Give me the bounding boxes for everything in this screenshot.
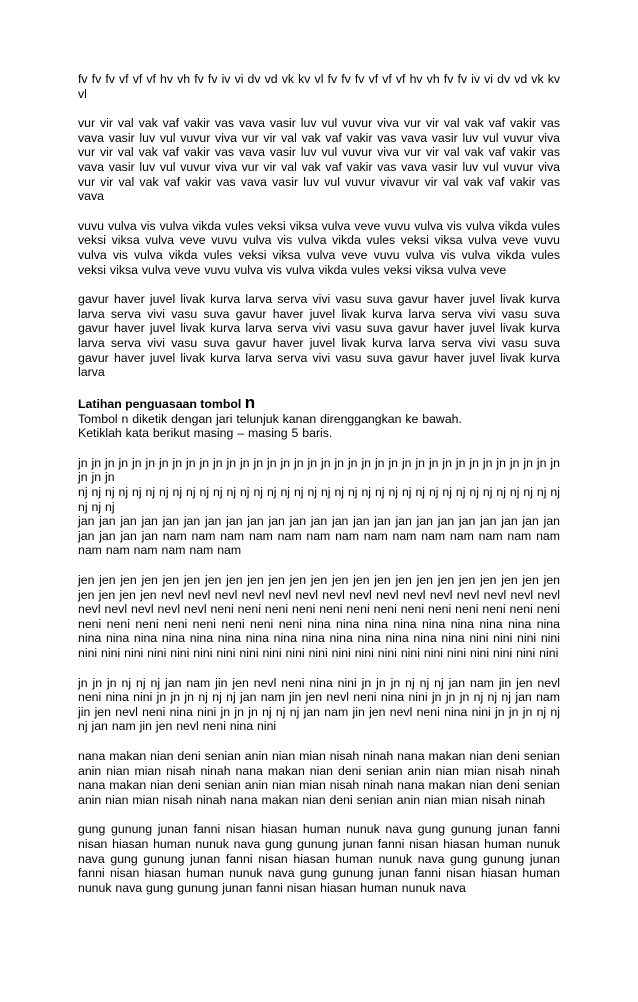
heading-key: n <box>244 392 256 412</box>
paragraph-nana: nana makan nian deni senian anin nian mian nisah ninah nana makan nian deni senian anin nian mian nisah ninah nana makan nian deni senian anin nian mian nisah ninah nana makan nian deni senian anin nian mian nisah ninah nana makan nian deni senian anin nian mian nisah ninah nana makan nian deni senian anin nian mian nisah ninah <box>78 748 560 807</box>
heading-text: Latihan penguasaan tombol <box>78 396 245 411</box>
paragraph-gavur: gavur haver juvel livak kurva larva serva vivi vasu suva gavur haver juvel livak kurva larva serva vivi vasu suva gavur haver juvel livak kurva larva serva vivi vasu suva gavur haver juvel livak kurva larva serva vivi vasu suva gavur haver juvel livak kurva larva serva vivi vasu suva gavur haver juvel livak kurva larva serva vivi vasu suva gavur haver juvel livak kurva larva serva vivi vasu suva gavur haver juvel livak kurva larva <box>78 292 560 380</box>
paragraph-gung: gung gunung junan fanni nisan hiasan human nunuk nava gung gunung junan fanni nisan hiasan human nunuk nava gung gunung junan fanni nisan hiasan human nunuk nava gung gunung junan fanni nisan hiasan human nunuk nava gung gunung junan fanni nisan hiasan human nunuk nava gung gunung junan fanni nisan hiasan human nunuk nava gung gunung junan fanni nisan hiasan human nunuk nava <box>78 822 560 895</box>
paragraph-vur: vur vir val vak vaf vakir vas vava vasir luv vul vuvur viva vur vir val vak vaf vakir vas vava vasir luv vul vuvur viva vur vir val vak vaf vakir vas vava vasir luv vul vuvur viva vur vir val vak vaf vakir vas vava vasir luv vul vuvur viva vur vir val vak vaf vakir vas vava vasir luv vul vuvur viva vur vir val vak vaf vakir vas vava vasir luv vul vuvur viva vur vir val vak vaf vakir vas vava vasir luv vul vuvur vivavur vir val vak vaf vakir vas vava <box>78 116 560 204</box>
instruction-line-2: Ketiklah kata berikut masing – masing 5 baris. <box>78 426 333 441</box>
section-heading <box>78 392 560 412</box>
paragraph-vuvu: vuvu vulva vis vulva vikda vules veksi viksa vulva veve vuvu vulva vis vulva vikda vules veksi viksa vulva veve vuvu vulva vis vulva vikda vules veksi viksa vulva veve vuvu vulva vis vulva vikda vules veksi viksa vulva veve vuvu vulva vis vulva vikda vules veksi viksa vulva veve vuvu vulva vis vulva vikda vules veksi viksa vulva veve <box>78 218 560 277</box>
instruction-line-1: Tombol n diketik dengan jari telunjuk kanan direnggangkan ke bawah. <box>78 411 462 426</box>
paragraph-fv: fv fv fv vf vf vf hv vh fv fv iv vi dv vd vk kv vl fv fv fv vf vf vf hv vh fv fv iv vi dv vd vk kv vl <box>78 72 560 101</box>
paragraph-jn: jn jn jn jn jn jn jn jn jn jn jn jn jn jn jn jn jn jn jn jn jn jn jn jn jn jn jn jn jn jn jn jn jn jn jn jn jn jn jn <box>78 455 560 485</box>
paragraph-nj: nj nj nj nj nj nj nj nj nj nj nj nj nj nj nj nj nj nj nj nj nj nj nj nj nj nj nj nj nj nj nj nj nj nj nj nj nj nj nj <box>78 485 560 514</box>
paragraph-jan-nam: jan jan jan jan jan jan jan jan jan jan jan jan jan jan jan jan jan jan jan jan jan jan jan jan jan jan jan nam nam nam nam nam nam nam nam nam nam nam nam nam nam nam nam nam nam nam nam <box>78 514 560 558</box>
paragraph-mixed: jn jn jn nj nj nj jan nam jin jen nevl neni nina nini jn jn jn nj nj nj jan nam jin jen nevl neni nina nini jn jn jn nj nj nj jan nam jin jen nevl neni nina nini jn jn jn nj nj nj jan nam jin jen nevl neni nina nini jn jn jn nj nj nj jan nam jin jen nevl neni nina nini jn jn jn nj nj nj jan nam jin jen nevl neni nina nini <box>78 675 560 734</box>
paragraph-jen-nini: jen jen jen jen jen jen jen jen jen jen jen jen jen jen jen jen jen jen jen jen jen jen jen jen jen jen jen nevl nevl nevl nevl nevl nevl nevl nevl nevl nevl nevl nevl nevl nevl nevl nevl nevl nevl nevl nevl neni neni neni neni neni neni neni neni neni neni neni neni neni neni neni neni neni neni neni neni neni nina nina nina nina nina nina nina nina nina nina nina nina nina nina nina nina nina nina nina nina nina nina nina nini nini nini nini nini nini nini nini nini nini nini nini nini nini nini nini nini nini nini nini nini nini nini nini nini <box>78 573 560 660</box>
